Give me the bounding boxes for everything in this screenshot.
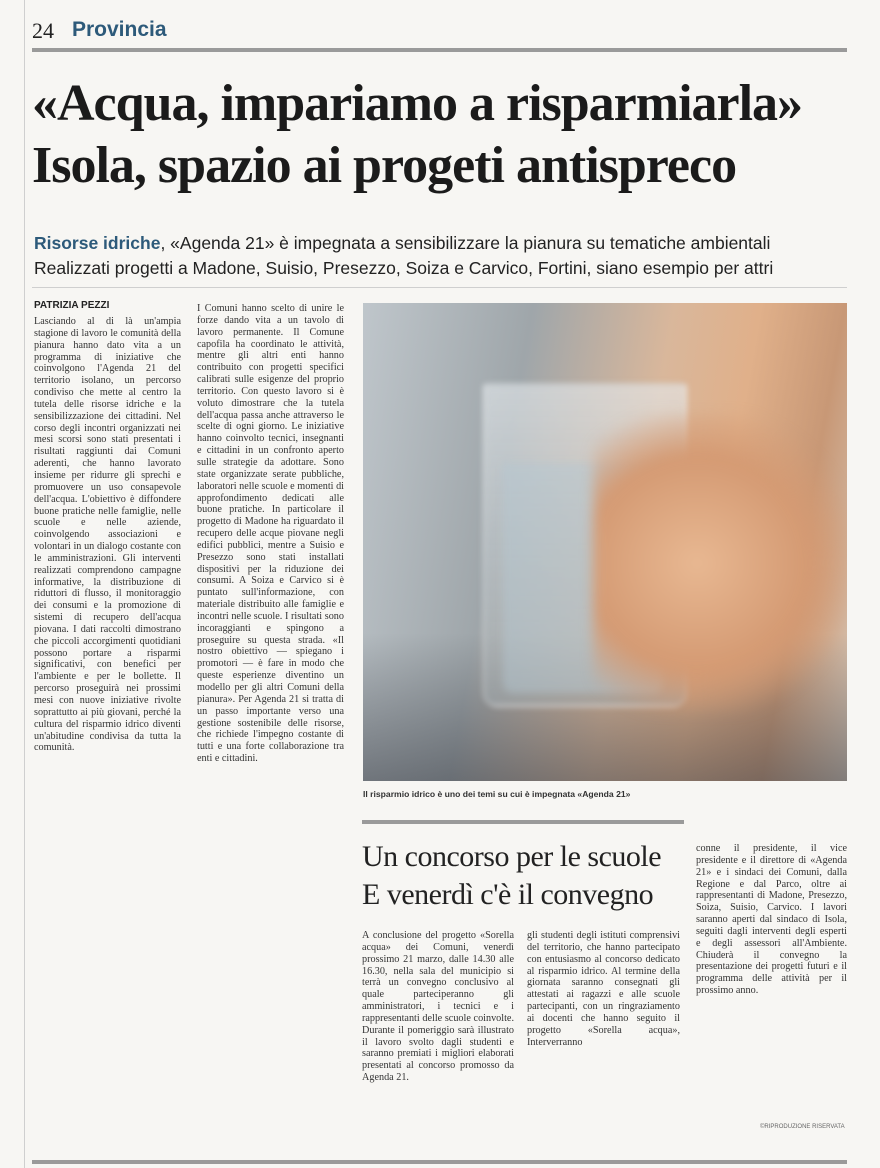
box-column-3-text: conne il presidente, il vice presidente e il direttore di «Agenda 21» e i sindaci dei Comuni, dalla Regione e dal Parco, oltre ai rappresentanti di Madone, Presezzo, Soiza, Suisio, Carvico. I lavori saranno aperti dal sindaco di Isola, seguiti dagli interventi degli esperti e degli assessori all'Ambiente. Chiuderà il convegno la presentazione dei progetti futuri e il programma delle attività per il prossimo anno.: [696, 843, 847, 997]
box-rule: [362, 820, 684, 824]
footer-rule: [32, 1160, 847, 1164]
article-column-1: [34, 316, 181, 1136]
headline-line-1: «Acqua, impariamo a risparmiarla»: [32, 75, 803, 132]
photo-glass-of-water: [363, 303, 847, 781]
copyright-note: ©RIPRODUZIONE RISERVATA: [760, 1124, 845, 1130]
header-rule: [32, 48, 847, 52]
subhead-lead: Risorse idriche: [34, 233, 161, 253]
box-column-2-text: gli studenti degli istituti comprensivi del territorio, che hanno partecipato con entusiasmo al concorso dedicato al risparmio idrico. Al termine della giornata saranno consegnati gli attestati ai ragazzi e alle scuole partecipanti, con un ringraziamento ai docenti che hanno seguito il progetto «Sorella acqua», Interverranno: [527, 930, 680, 1048]
author-byline: PATRIZIA PEZZI: [34, 300, 110, 311]
photo-caption: Il risparmio idrico è uno dei temi su cui è impegnata «Agenda 21»: [363, 789, 631, 799]
subheadline-line-2: Realizzati progetti a Madone, Suisio, Presezzo, Soiza e Carvico, Fortini, siano esempio per attri: [34, 258, 774, 278]
box-column-1-text: A conclusione del progetto «Sorella acqua» dei Comuni, venerdì prossimo 21 marzo, dalle 14.30 alle 16.30, nella sala del municipio si terrà un convegno conclusivo al quale parteciperanno gli amministratori, i tecnici e i rappresentanti delle scuole coinvolte. Durante il pomeriggio sarà illustrato il lavoro svolto dagli studenti e saranno premiati i migliori elaborati presentati al concorso promosso da Agenda 21.: [362, 930, 514, 1084]
subhead-rule: [32, 287, 847, 288]
box-title-line-1: Un concorso per le scuole: [362, 840, 662, 873]
subheadline-line-1: [34, 231, 854, 255]
subhead-line1-rest: , «Agenda 21» è impegnata a sensibilizzare la pianura su tematiche ambientali: [160, 233, 771, 253]
box-column-1: [362, 930, 514, 1130]
article-column-1-text: Lasciando al di là un'ampia stagione di lavoro le comunità della pianura hanno dato vita a un programma di iniziative che coinvolgono l'Agenda 21 del territorio isolano, un percorso condiviso che mette al centro la tutela delle risorse idriche e la sensibilizzazione dei cittadini. Nel corso degli incontri organizzati nei mesi scorsi sono stati presentati i risultati raggiunti dai Comuni aderenti, che hanno lavorato insieme per ridurre gli sprechi e promuovere un uso consapevole dell'acqua. L'obiettivo è diffondere buone pratiche nelle famiglie, nelle scuole e nelle aziende, coinvolgendo associazioni e volontari in un dialogo costante con le amministrazioni. Gli interventi realizzati comprendono campagne informative, la distribuzione di riduttori di flusso, il monitoraggio dei consumi e la promozione di sistemi di recupero dell'acqua piovana. I dati raccolti dimostrano che piccoli accorgimenti quotidiani possono portare a risparmi significativi, con benefici per l'ambiente e per le bollette. Il percorso proseguirà nei prossimi mesi con nuove iniziative rivolte soprattutto ai più giovani, perché la cultura del risparmio idrico diventi un'abitudine condivisa da tutta la comunità.: [34, 316, 181, 754]
article-column-2-text: I Comuni hanno scelto di unire le forze dando vita a un tavolo di lavoro permanente. Il Comune capofila ha coordinato le attività, mentre gli altri enti hanno contribuito con progetti specifici calibrati sulle esigenze del proprio territorio. Con questo lavoro si è voluto dimostrare che la tutela dell'acqua passa anche attraverso le scelte di ogni giorno. Le iniziative hanno coinvolto tecnici, insegnanti e cittadini in un confronto aperto sulle strategie da adottare. Sono state organizzate serate pubbliche, laboratori nelle scuole e momenti di approfondimento dedicati alle buone pratiche. In particolare il progetto di Madone ha riguardato il recupero delle acque piovane negli edifici pubblici, mentre a Suisio e Presezzo sono stati installati dispositivi per la riduzione dei consumi. A Soiza e Carvico si è puntato sull'informazione, con materiale distribuito alle famiglie e incontri nelle scuole. I risultati sono incoraggianti e spingono a proseguire su questa strada. «Il nostro obiettivo — spiegano i promotori — è fare in modo che queste esperienze diventino un modello per gli altri Comuni della pianura». Per Agenda 21 si tratta di un passo importante verso una gestione sostenibile delle risorse, che richiede l'impegno costante di tutti e una forte collaborazione tra enti e cittadini.: [197, 303, 344, 765]
headline-line-2: Isola, spazio ai progeti antispreco: [32, 137, 737, 194]
box-title: [362, 838, 692, 914]
box-column-3: [696, 843, 847, 1108]
article-column-2: [197, 303, 344, 1136]
photo-hand: [593, 413, 847, 713]
section-name: Provincia: [72, 18, 167, 41]
page-number: 24: [32, 18, 54, 43]
page-edge-line: [24, 0, 25, 1168]
box-column-2: [527, 930, 680, 1130]
box-title-line-2: E venerdì c'è il convegno: [362, 878, 654, 911]
